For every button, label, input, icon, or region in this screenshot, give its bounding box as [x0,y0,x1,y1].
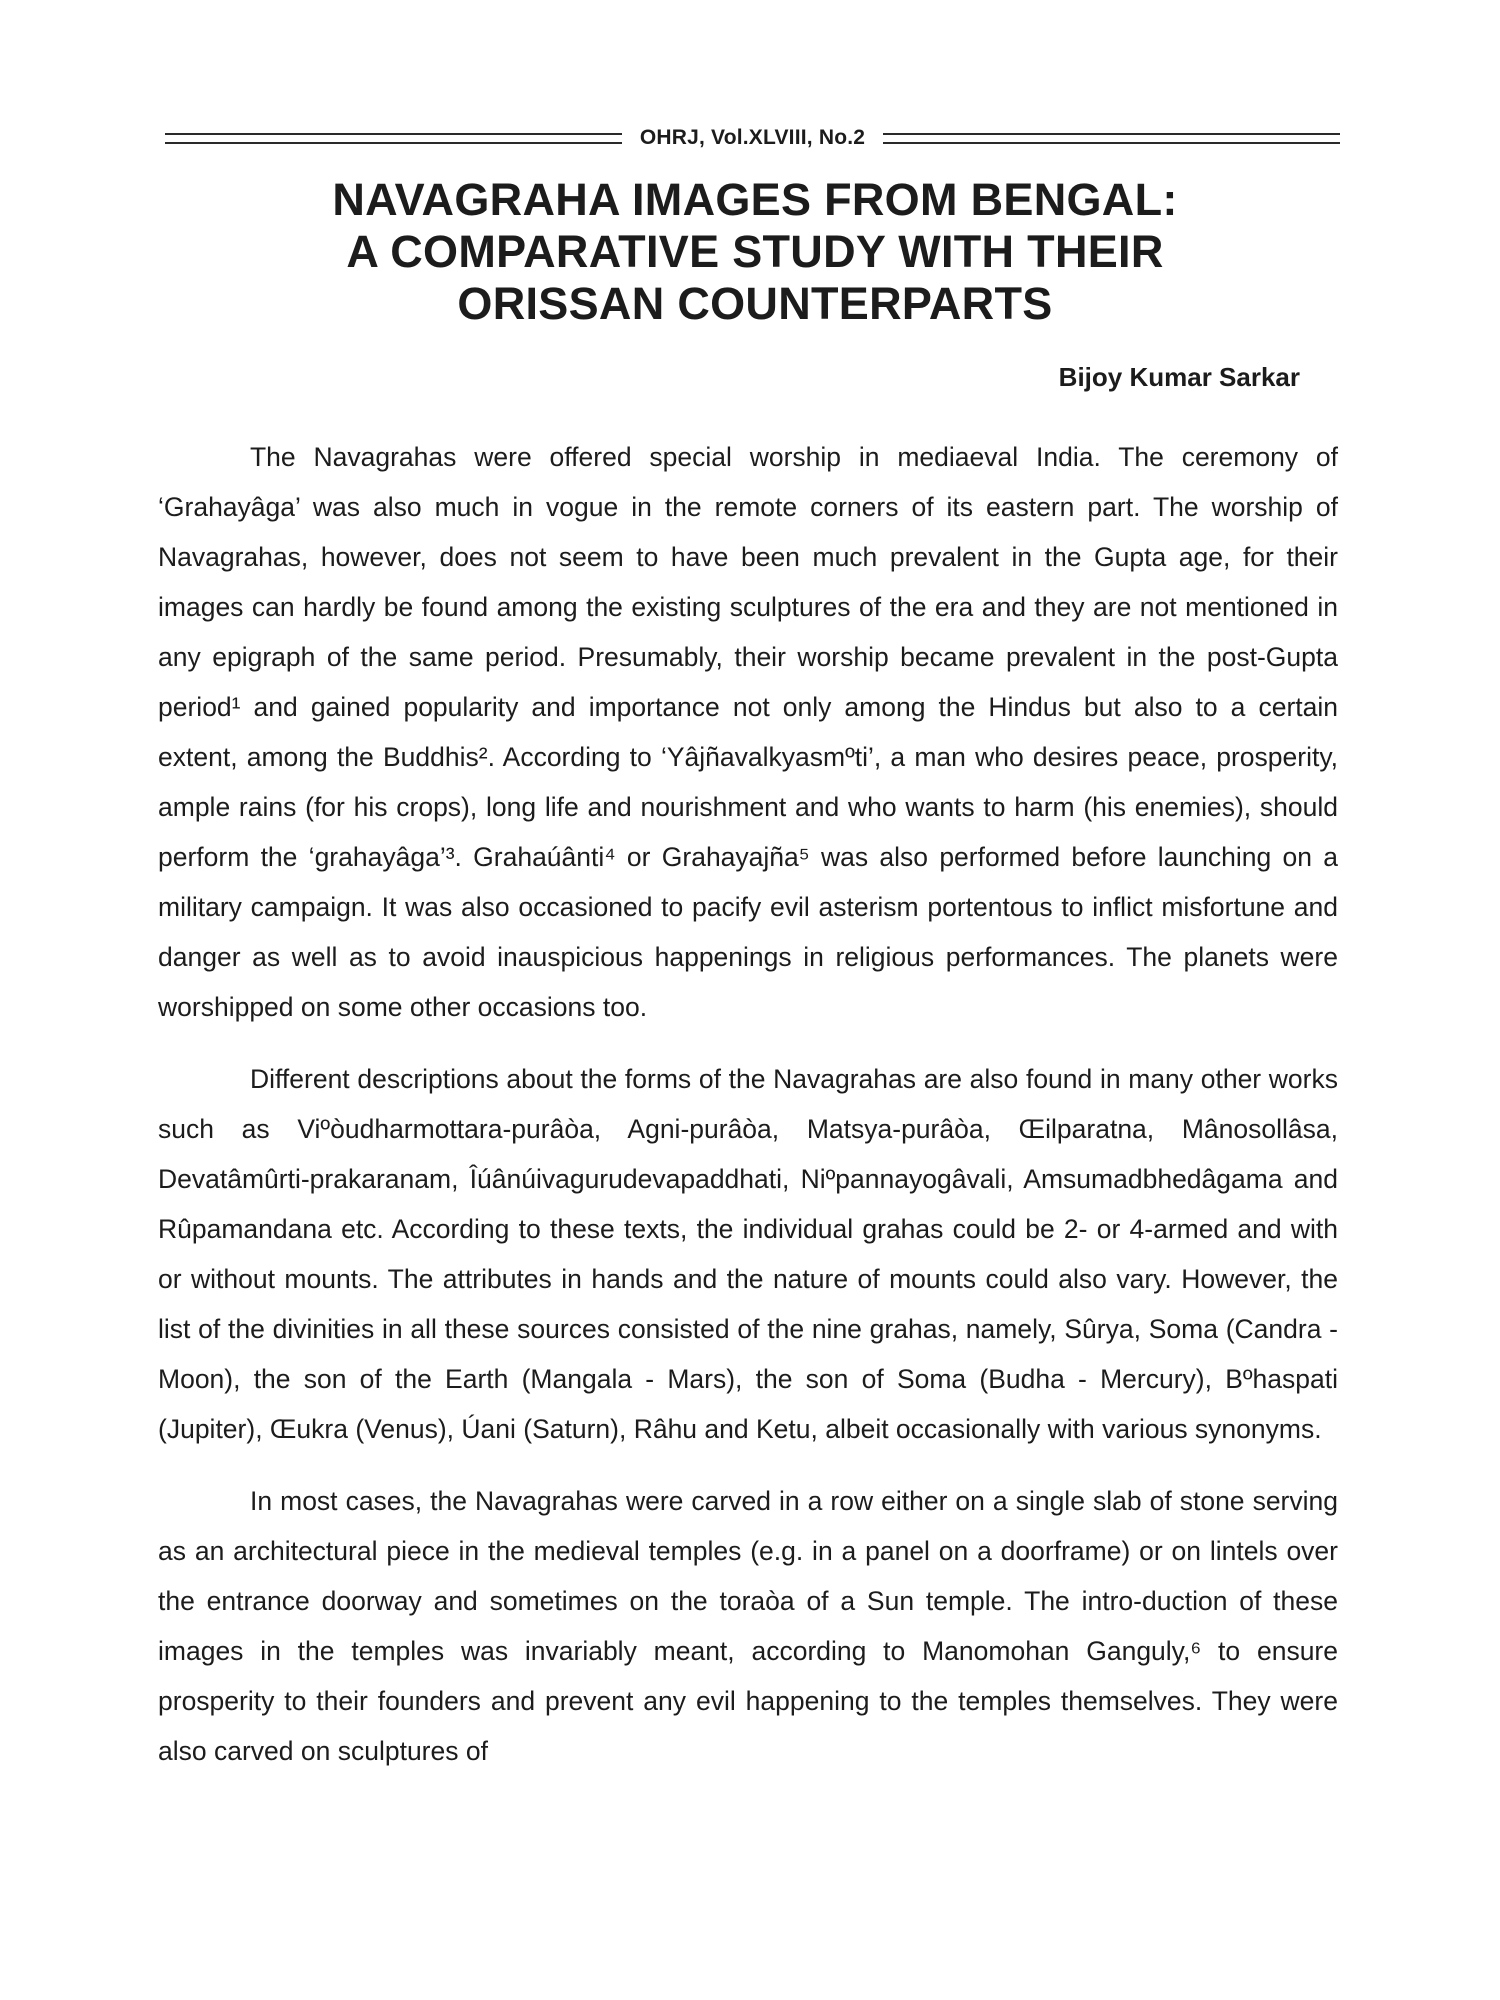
header-rule-left [165,133,622,144]
title-line: A COMPARATIVE STUDY WITH THEIR [346,226,1164,277]
body-paragraph: Different descriptions about the forms of the Navagrahas are also found in many other works such as Viºòudharmottara-purâòa, Agni-purâòa, Matsya-purâòa, Œilparatna, Mânosollâsa, Devatâmûrti-prakaranam, Îúânúivagurudevapaddhati, Niºpannayogâvali, Amsumadbhedâgama and Rûpamandana etc. According to these texts, the individual grahas could be 2- or 4-armed and with or without mounts. The attributes in hands and the nature of mounts could also vary. However, the list of the divinities in all these sources consisted of the nine grahas, namely, Sûrya, Soma (Candra - Moon), the son of the Earth (Mangala - Mars), the son of Soma (Budha - Mercury), Bºhaspati (Jupiter), Œukra (Venus), Úani (Saturn), Râhu and Ketu, albeit occasionally with various synonyms. [158,1064,1338,1444]
body-paragraph: In most cases, the Navagrahas were carved in a row either on a single slab of stone serving as an architectural piece in the medieval temples (e.g. in a panel on a doorframe) or on lintels over the entrance doorway and sometimes on the toraòa of a Sun temple. The intro-duction of these images in the temples was invariably meant, according to Manomohan Ganguly,⁶ to ensure prosperity to their founders and prevent any evil happening to the temples themselves. They were also carved on sculptures of [158,1486,1338,1766]
journal-reference: OHRJ, Vol.XLVIII, No.2 [639,126,866,149]
running-header [165,118,1340,158]
title-line: NAVAGRAHA IMAGES FROM BENGAL: [332,174,1178,225]
header-rule-right [883,133,1340,144]
article-title [200,174,1310,330]
author-name: Bijoy Kumar Sarkar [1058,362,1300,392]
body-paragraph: The Navagrahas were offered special worship in mediaeval India. The ceremony of ‘Grahayâga’ was also much in vogue in the remote corners of its eastern part. The worship of Navagrahas, however, does not seem to have been much prevalent in the Gupta age, for their images can hardly be found among the existing sculptures of the era and they are not mentioned in any epigraph of the same period. Presumably, their worship became prevalent in the post-Gupta period¹ and gained popularity and importance not only among the Hindus but also to a certain extent, among the Buddhis². According to ‘Yâjñavalkyasmºti’, a man who desires peace, prosperity, ample rains (for his crops), long life and nourishment and who wants to harm (his enemies), should perform the ‘grahayâga’³. Grahaúânti⁴ or Grahayajña⁵ was also performed before launching on a military campaign. It was also occasioned to pacify evil asterism portentous to inflict misfortune and danger as well as to avoid inauspicious happenings in religious performances. The planets were worshipped on some other occasions too. [158,442,1338,1022]
article-body [158,432,1338,1798]
title-line: ORISSAN COUNTERPARTS [457,278,1053,329]
